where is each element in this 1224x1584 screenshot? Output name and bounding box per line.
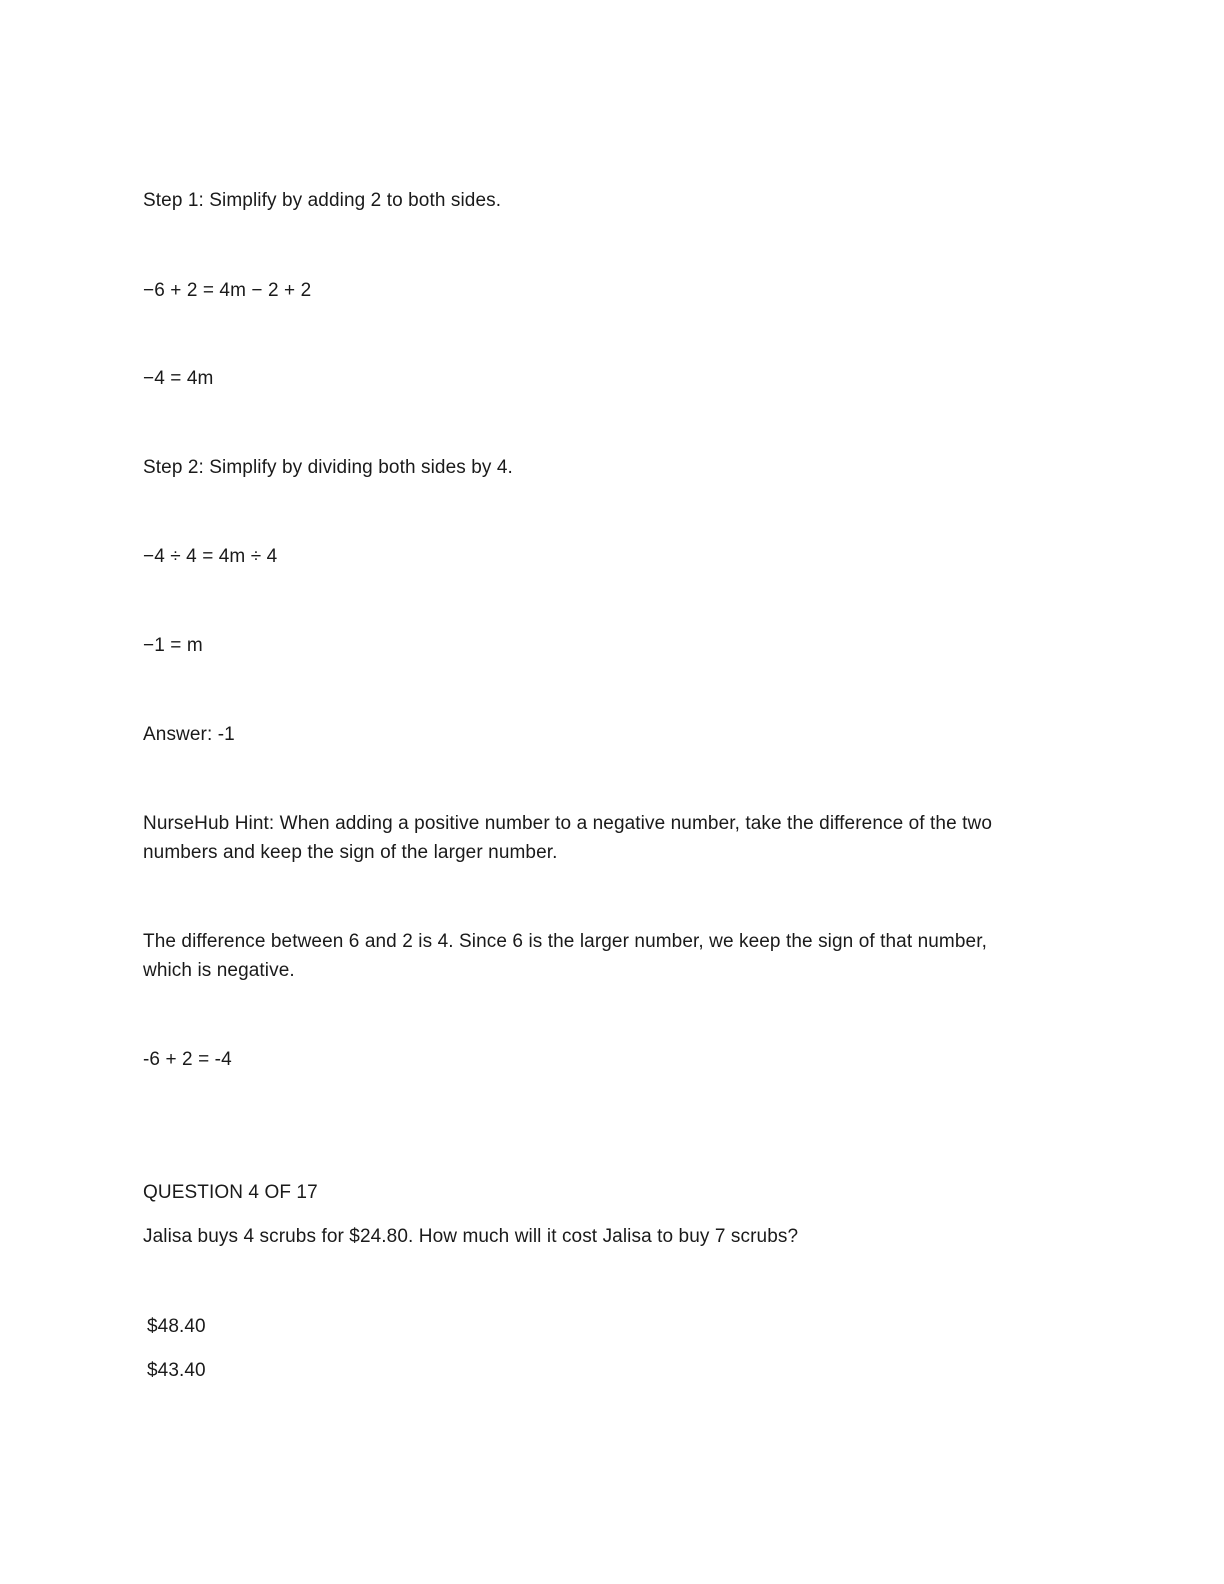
nursehub-hint bbox=[143, 809, 1063, 867]
equation-2: −4 = 4m bbox=[143, 368, 214, 389]
explanation-line-2: which is negative. bbox=[143, 960, 295, 981]
question-header: QUESTION 4 OF 17 bbox=[143, 1182, 318, 1203]
hint-line-1: NurseHub Hint: When adding a positive number to a negative number, take the difference of the two bbox=[143, 813, 993, 834]
step-1-text: Step 1: Simplify by adding 2 to both sides. bbox=[143, 190, 502, 211]
step-2-text: Step 2: Simplify by dividing both sides by 4. bbox=[143, 457, 513, 478]
question-text: Jalisa buys 4 scrubs for $24.80. How much will it cost Jalisa to buy 7 scrubs? bbox=[143, 1226, 799, 1247]
explanation-equation: -6 + 2 = -4 bbox=[143, 1049, 232, 1070]
explanation-line-1: The difference between 6 and 2 is 4. Since 6 is the larger number, we keep the sign of that number, bbox=[143, 931, 987, 952]
answer-option-1[interactable]: $48.40 bbox=[147, 1316, 206, 1337]
equation-4: −1 = m bbox=[143, 635, 203, 656]
answer-option-2[interactable]: $43.40 bbox=[147, 1360, 206, 1381]
equation-3: −4 ÷ 4 = 4m ÷ 4 bbox=[143, 546, 278, 567]
explanation bbox=[143, 927, 1063, 985]
hint-line-2: numbers and keep the sign of the larger number. bbox=[143, 842, 558, 863]
answer-text: Answer: -1 bbox=[143, 724, 235, 745]
equation-1: −6 + 2 = 4m − 2 + 2 bbox=[143, 280, 312, 301]
